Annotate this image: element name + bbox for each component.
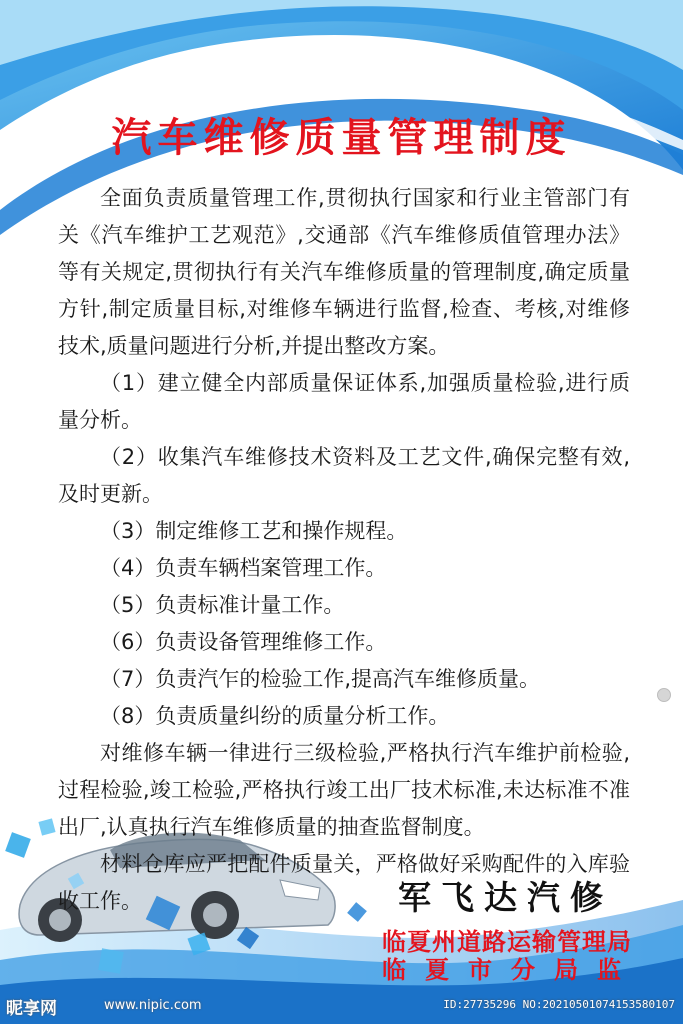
watermark-logo: 昵享网 [6, 999, 57, 1019]
decorative-dot [657, 688, 671, 702]
page-title: 汽车维修质量管理制度 [111, 115, 572, 161]
regulation-body [58, 180, 630, 920]
authority-line-2: 临夏市分局监 [382, 956, 640, 984]
authority-line-1: 临夏州道路运输管理局 [382, 928, 632, 956]
watermark-url: www.nipic.com [104, 998, 202, 1013]
list-item: （1）建立健全内部质量保证体系,加强质量检验,进行质量分析。 [58, 371, 630, 432]
list-item: （3）制定维修工艺和操作规程。 [100, 519, 408, 543]
brand-name: 军飞达汽修 [398, 878, 613, 917]
list-item: （7）负责汽乍的检验工作,提高汽车维修质量。 [100, 667, 541, 691]
inspection-paragraph: 对维修车辆一律进行三级检验,严格执行汽车维护前检验,过程检验,竣工检验,严格执行竣工出厂技术标准,未达标准不准出厂,认真执行汽车维修质量的抽查监督制度。 [58, 741, 630, 839]
list-item: （5）负责标准计量工作。 [100, 593, 345, 617]
list-item: （6）负责设备管理维修工作。 [100, 630, 387, 654]
list-item: （2）收集汽车维修技术资料及工艺文件,确保完整有效,及时更新。 [58, 445, 630, 506]
watermark-id: ID:27735296 NO:20210501074153580107 [443, 998, 675, 1011]
list-item: （4）负责车辆档案管理工作。 [100, 556, 387, 580]
intro-paragraph: 全面负责质量管理工作,贯彻执行国家和行业主管部门有关《汽车维护工艺观范》,交通部《汽车维修质值管理办法》等有关规定,贯彻执行有关汽车维修质量的管理制度,确定质量方针,制定质量目标,对维修车辆进行监督,检查、考核,对维修技术,质量问题进行分析,并提出整改方案。 [58, 186, 630, 358]
warehouse-paragraph: 材料仓库应严把配件质量关，严格做好采购配件的入库验收工作。 [58, 852, 630, 913]
list-item: （8）负责质量纠纷的质量分析工作。 [100, 704, 450, 728]
